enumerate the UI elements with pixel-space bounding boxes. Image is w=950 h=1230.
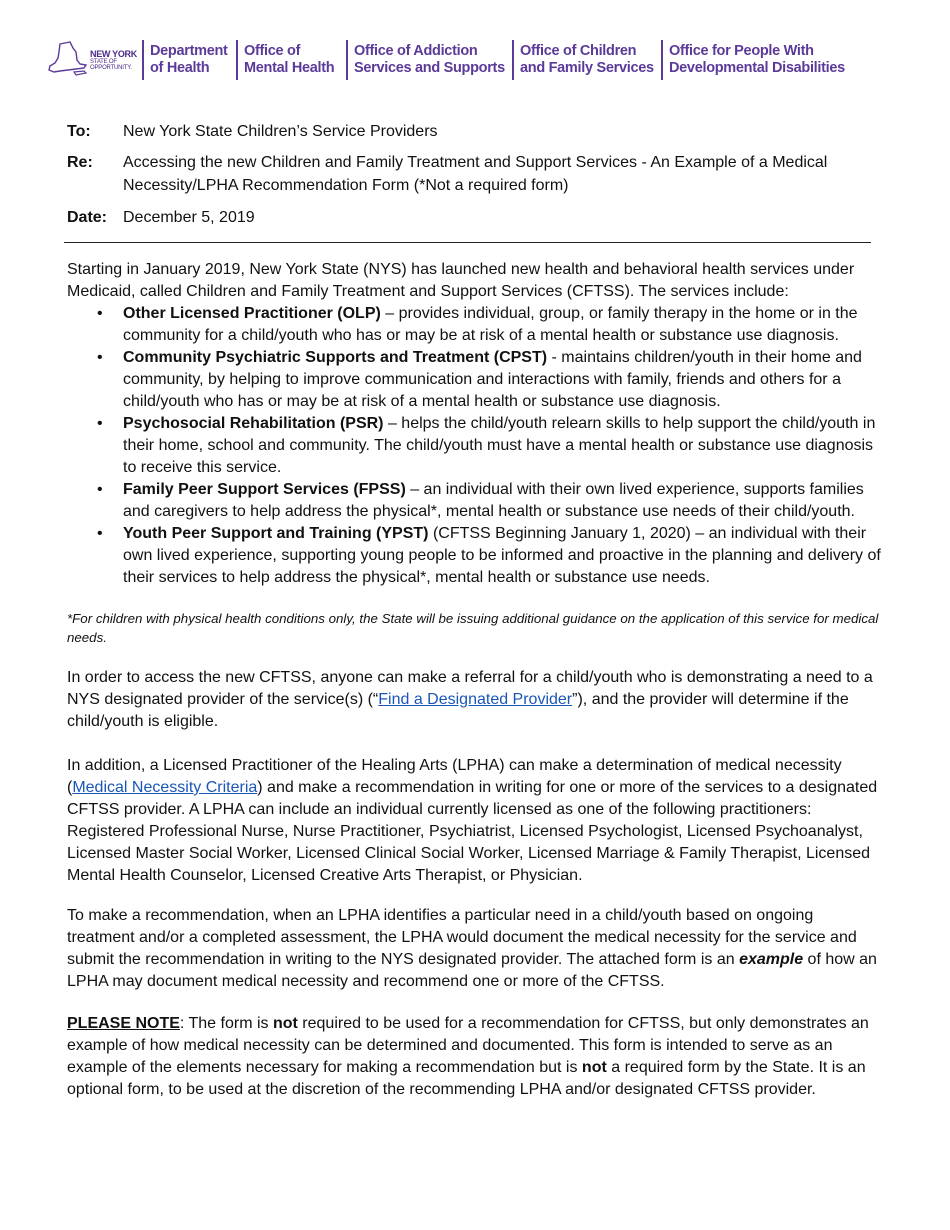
memo-re-label: Re: [67,154,93,171]
note-not-1: not [272,1015,298,1032]
list-item [67,303,885,347]
list-item [67,523,885,589]
recommend-text-after: of how an LPHA may document medical necessity and recommend one or more of the CFTSS. [67,951,877,990]
agency-logo-bar [46,36,859,84]
agency-opwdd-line1: Office for People With [669,43,814,59]
access-paragraph [67,667,885,733]
note-text-1: : The form is [179,1015,273,1032]
memo-divider [64,242,871,243]
agency-omh-line2: Mental Health [244,60,335,76]
note-not-2: not [581,1059,607,1076]
please-note-paragraph [67,1013,885,1101]
agency-opwdd [661,40,859,80]
agency-opwdd-line2: Developmental Disabilities [669,60,845,76]
agency-oasas-line2: Services and Supports [354,60,505,76]
list-item [67,347,885,413]
note-text-3: a required form by the State. It is an optional form, to be used at the discretion of the recommending LPHA and/or designated CFTSS provider. [67,1059,866,1098]
agency-doh-line2: of Health [150,60,210,76]
nys-logo [46,36,142,84]
recommendation-paragraph [67,905,885,993]
list-item [67,413,885,479]
medical-necessity-criteria-link[interactable]: Medical Necessity Criteria [72,779,258,796]
agency-ocfs-line2: and Family Services [520,60,654,76]
list-item [67,479,885,523]
note-text-2: required to be used for a recommendation for CFTSS, but only demonstrates an example of how medical necessity can be determined and documented. This form is intended to serve as an example of the elements necessary for making a recommendation but is [67,1015,869,1076]
service-name: Community Psychiatric Supports and Treatment (CPST) [123,349,548,366]
lpha-text-after: ) and make a recommendation in writing for one or more of the services to a designated CFTSS provider. A LPHA can include an individual currently licensed as one of the following practitioners: Registered Professional Nurse, Nurse Practitioner, Psychiatrist, Licensed Psychologist, Licensed Psychoanalyst, Licensed Master Social Worker, Licensed Clinical Social Worker, Licensed Marriage & Family Therapist, Licensed Mental Health Counselor, Licensed Creative Arts Therapist, or Physician. [67,779,878,884]
agency-omh-line1: Office of [244,43,301,59]
agency-ocfs [512,40,661,80]
new-york-state-outline-icon [46,40,88,80]
memo-re-value: Accessing the new Children and Family Treatment and Support Services - An Example of a Medical Necessity/LPHA Recommendation Form (*Not a required form) [123,154,828,194]
access-text-after: ”), and the provider will determine if the child/youth is eligible. [67,691,849,730]
memo-to-value: New York State Children’s Service Providers [123,123,438,140]
nys-wordmark [90,50,137,71]
memo-date-label: Date: [67,209,108,226]
service-name: Psychosocial Rehabilitation (PSR) [123,415,384,432]
agency-ocfs-line1: Office of Children [520,43,637,59]
agency-oasas-line1: Office of Addiction [354,43,478,59]
agency-oasas [346,40,512,80]
nys-wordmark-line2: STATE OF [90,58,117,65]
services-list [67,303,885,589]
lpha-paragraph [67,755,885,887]
access-text-before: In order to access the new CFTSS, anyone can make a referral for a child/youth who is demonstrating a need to a NYS designated provider of the service(s) (“ [67,669,873,708]
intro-paragraph: Starting in January 2019, New York State (NYS) has launched new health and behavioral health services under Medicaid, called Children and Family Treatment and Support Services (CFTSS). The services include: [67,261,855,300]
footnote: *For children with physical health conditions only, the State will be issuing additional guidance on the application of this service for medical needs. [67,611,879,645]
service-description: (CFTSS Beginning January 1, 2020) – an individual with their own lived experience, supporting young people to be informed and proactive in the planning and delivery of their services to help address the physical*, mental health or substance use needs. [123,525,881,586]
service-description: – helps the child/youth relearn skills to help support the child/youth in their home, school and community. The child/youth must have a mental health or substance use diagnosis to receive this service. [123,415,876,476]
example-emphasis: example [739,951,804,968]
service-name: Youth Peer Support and Training (YPST) [123,525,429,542]
agency-doh [142,40,236,80]
agency-omh [236,40,346,80]
nys-wordmark-line3: OPPORTUNITY. [90,64,132,71]
service-description: - maintains children/youth in their home and community, by helping to improve communication and interactions with family, friends and others for a child/youth who has or may be at risk of a mental health or substance use diagnosis. [123,349,862,410]
memo-to-label: To: [67,123,91,140]
nys-wordmark-line1: NEW YORK [90,48,137,59]
memo-date-value: December 5, 2019 [123,209,255,226]
service-name: Other Licensed Practitioner (OLP) [123,305,381,322]
service-name: Family Peer Support Services (FPSS) [123,481,406,498]
service-description: – provides individual, group, or family therapy in the home or in the community for a child/youth who has or may be at risk of a mental health or substance use diagnosis. [123,305,858,344]
lpha-text-before: In addition, a Licensed Practitioner of the Healing Arts (LPHA) can make a determination of medical necessity ( [67,757,842,796]
service-description: – an individual with their own lived experience, supports families and caregivers to help address the physical*, mental health or substance use needs of their child/youth. [123,481,864,520]
recommend-text-before: To make a recommendation, when an LPHA identifies a particular need in a child/youth based on ongoing treatment and/or a completed assessment, the LPHA would document the medical necessity for the service and submit the recommendation in writing to the NYS designated provider. The attached form is an [67,907,857,968]
agency-doh-line1: Department [150,43,228,59]
please-note-label: PLEASE NOTE [67,1015,180,1032]
find-designated-provider-link[interactable]: Find a Designated Provider [378,691,573,708]
